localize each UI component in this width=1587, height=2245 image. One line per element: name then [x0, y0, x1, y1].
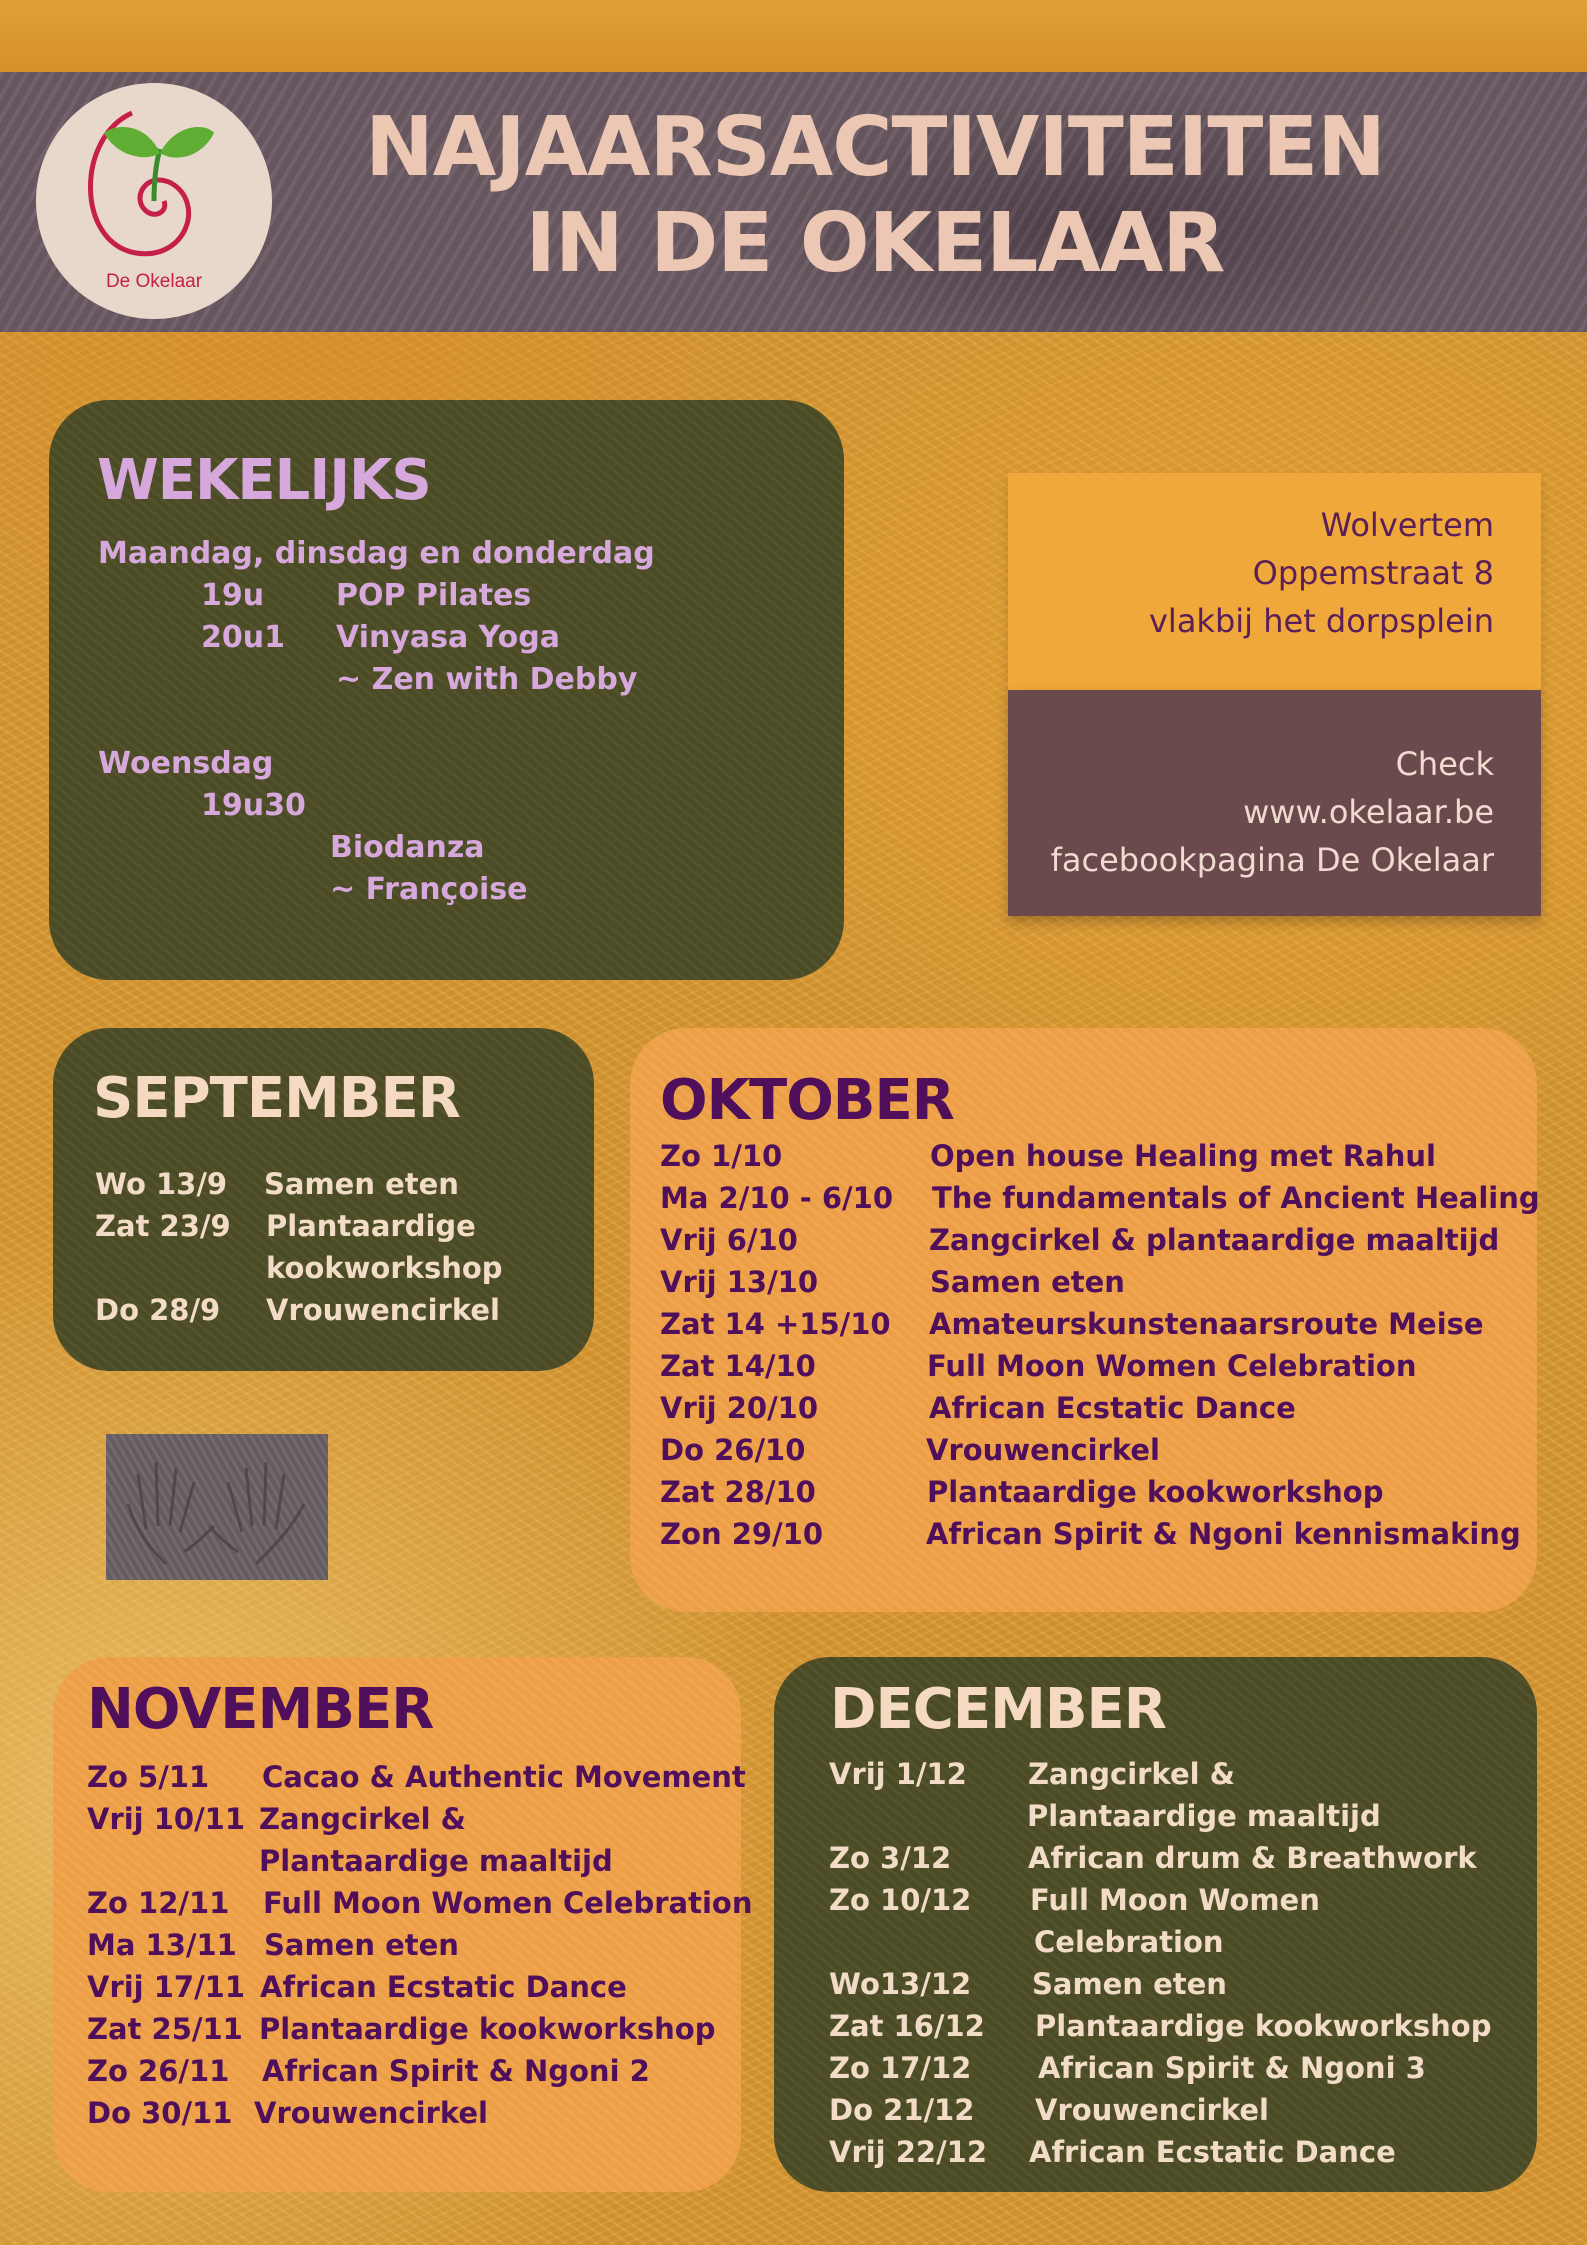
event-date: Do 21/12 — [829, 2093, 975, 2127]
september-title: SEPTEMBER — [93, 1066, 460, 1131]
address-line: Oppemstraat 8 — [1252, 554, 1494, 592]
address-card — [1008, 473, 1541, 690]
event-date: Zo 17/12 — [829, 2051, 972, 2085]
event-name: Open house Healing met Rahul — [930, 1139, 1436, 1173]
weekly-time: 20u1 — [201, 620, 285, 655]
oktober-panel — [630, 1028, 1540, 1612]
event-date: Zo 12/11 — [87, 1886, 230, 1920]
contact-line: Check — [1395, 745, 1494, 783]
event-date: Zo 10/12 — [829, 1883, 972, 1917]
okelaar-logo — [36, 83, 272, 319]
event-name: Full Moon Women Celebration — [263, 1886, 753, 1920]
event-name: African Spirit & Ngoni kennismaking — [926, 1517, 1521, 1551]
weekly-time: 19u — [201, 578, 265, 613]
event-name: African Spirit & Ngoni 2 — [262, 2054, 650, 2088]
weekly-teacher: ~ Zen with Debby — [336, 662, 638, 697]
december-panel — [774, 1657, 1537, 2192]
event-date: Zat 23/9 — [95, 1209, 231, 1243]
weekly-days-wed: Woensdag — [98, 746, 274, 781]
event-date: Do 28/9 — [95, 1293, 221, 1327]
event-name: Vrouwencirkel — [254, 2096, 488, 2130]
event-name: Samen eten — [1032, 1967, 1227, 2001]
november-panel — [53, 1657, 753, 2192]
event-name: Vrouwencirkel — [266, 1293, 500, 1327]
page-title — [250, 100, 1500, 292]
event-name: Plantaardige kookworkshop — [259, 2012, 716, 2046]
event-name: The fundamentals of Ancient Healing — [932, 1181, 1540, 1215]
event-name: Amateurskunstenaarsroute Meise — [929, 1307, 1484, 1341]
event-name: Zangcirkel & — [259, 1802, 466, 1836]
december-title: DECEMBER — [830, 1677, 1166, 1742]
event-name: Plantaardige maaltijd — [1027, 1799, 1381, 1833]
event-name: Full Moon Women — [1030, 1883, 1320, 1917]
event-name: African Ecstatic Dance — [260, 1970, 627, 2004]
event-date: Zat 14/10 — [660, 1349, 816, 1383]
weekly-title: WEKELIJKS — [97, 448, 431, 513]
event-date: Zo 1/10 — [660, 1139, 783, 1173]
address-line: Wolvertem — [1320, 506, 1494, 544]
event-date: Vrij 10/11 — [87, 1802, 246, 1836]
event-date: Do 26/10 — [660, 1433, 806, 1467]
event-date: Do 30/11 — [87, 2096, 233, 2130]
event-date: Vrij 17/11 — [87, 1970, 246, 2004]
event-date: Vrij 6/10 — [660, 1223, 798, 1257]
event-name: Zangcirkel & — [1028, 1757, 1235, 1791]
weekly-activity: Biodanza — [330, 830, 485, 865]
event-name: Full Moon Women Celebration — [927, 1349, 1417, 1383]
oktober-title: OKTOBER — [660, 1068, 954, 1133]
event-date: Wo13/12 — [829, 1967, 972, 2001]
handprints-image — [106, 1434, 328, 1580]
contact-card — [1008, 690, 1541, 916]
event-name: Vrouwencirkel — [926, 1433, 1160, 1467]
website-link[interactable]: www.okelaar.be — [1243, 793, 1494, 831]
event-name: Zangcirkel & plantaardige maaltijd — [929, 1223, 1500, 1257]
weekly-activity: POP Pilates — [336, 578, 532, 613]
event-date: Vrij 1/12 — [829, 1757, 967, 1791]
event-date: Zo 3/12 — [829, 1841, 952, 1875]
event-date: Zon 29/10 — [660, 1517, 823, 1551]
event-name: Samen eten — [930, 1265, 1125, 1299]
event-date: Ma 2/10 - 6/10 — [660, 1181, 894, 1215]
event-date: Vrij 13/10 — [660, 1265, 819, 1299]
event-date: Zo 5/11 — [87, 1760, 210, 1794]
event-name: African drum & Breathwork — [1028, 1841, 1477, 1875]
event-name: Plantaardige kookworkshop — [927, 1475, 1384, 1509]
november-title: NOVEMBER — [87, 1677, 434, 1742]
september-panel — [53, 1028, 594, 1371]
event-date: Vrij 20/10 — [660, 1391, 819, 1425]
facebook-link[interactable]: facebookpagina De Okelaar — [1050, 841, 1494, 879]
title-line-1: NAJAARSACTIVITEITEN — [365, 100, 1385, 195]
event-name: African Ecstatic Dance — [1029, 2135, 1396, 2169]
logo-text: De Okelaar — [105, 271, 203, 292]
event-name: African Ecstatic Dance — [929, 1391, 1296, 1425]
event-date: Zat 28/10 — [660, 1475, 816, 1509]
event-name: African Spirit & Ngoni 3 — [1038, 2051, 1426, 2085]
weekly-teacher: ~ Françoise — [330, 872, 528, 907]
event-date: Zat 25/11 — [87, 2012, 243, 2046]
event-date: Ma 13/11 — [87, 1928, 237, 1962]
event-name: Plantaardige maaltijd — [259, 1844, 613, 1878]
event-name: Cacao & Authentic Movement — [262, 1760, 746, 1794]
event-date: Zat 14 +15/10 — [660, 1307, 891, 1341]
top-strip — [0, 0, 1587, 72]
event-date: Wo 13/9 — [95, 1167, 228, 1201]
event-name: Plantaardige kookworkshop — [1035, 2009, 1492, 2043]
weekly-panel — [49, 400, 844, 980]
event-date: Zo 26/11 — [87, 2054, 230, 2088]
handprint-icon — [106, 1434, 328, 1580]
event-name: Plantaardige — [266, 1209, 476, 1243]
event-date: Vrij 22/12 — [829, 2135, 988, 2169]
event-name: kookworkshop — [266, 1251, 503, 1285]
event-name: Samen eten — [264, 1167, 459, 1201]
event-name: Celebration — [1034, 1925, 1224, 1959]
title-line-2: IN DE OKELAAR — [525, 196, 1225, 291]
address-line: vlakbij het dorpsplein — [1148, 602, 1494, 640]
event-date: Zat 16/12 — [829, 2009, 985, 2043]
event-name: Vrouwencirkel — [1035, 2093, 1269, 2127]
weekly-time: 19u30 — [201, 788, 306, 823]
weekly-activity: Vinyasa Yoga — [336, 620, 560, 655]
weekly-days-mon-tue-thu: Maandag, dinsdag en donderdag — [98, 536, 655, 571]
event-name: Samen eten — [264, 1928, 459, 1962]
